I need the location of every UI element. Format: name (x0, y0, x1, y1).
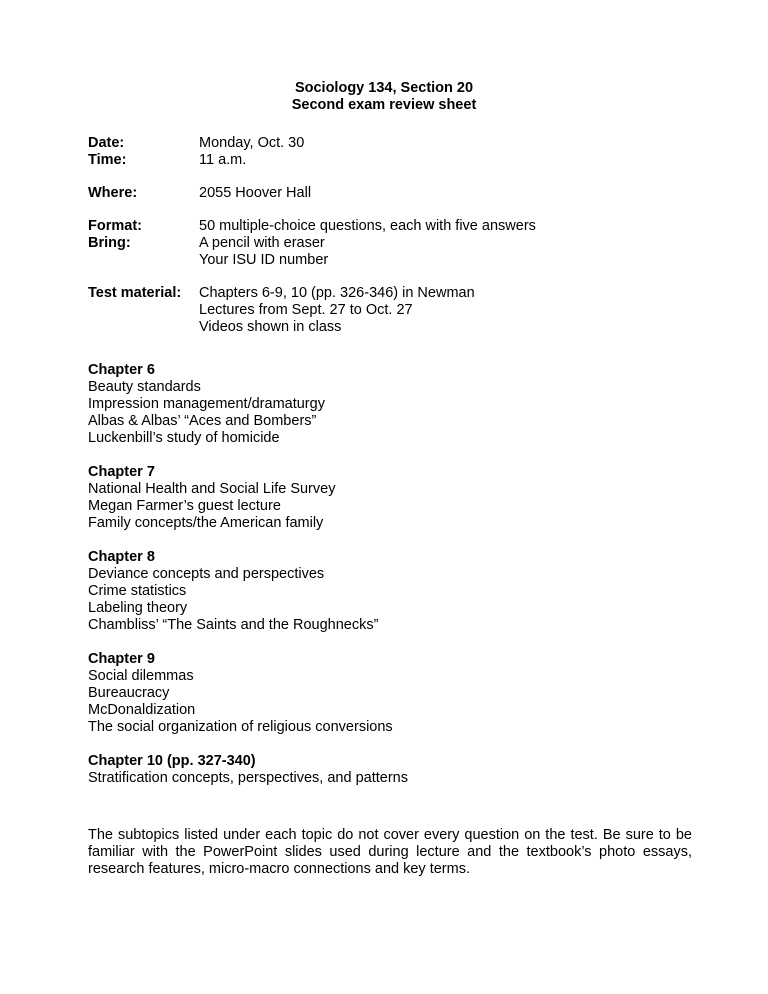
study-note-paragraph: The subtopics listed under each topic do not cover every question on the test. Be sure to be familiar with the PowerPoint slides used during lecture and the textbook’s photo essays, research features, micro-macro connections and key terms. (88, 827, 692, 877)
chapter-title: Chapter 9 (88, 651, 155, 667)
chapter-title: Chapter 7 (88, 464, 155, 480)
where-row (88, 185, 708, 202)
chapter-title: Chapter 6 (88, 362, 155, 378)
chapter-list (88, 362, 708, 804)
format-label: Format: (88, 218, 142, 234)
chapter-topic: The social organization of religious conversions (88, 719, 393, 735)
date-label: Date: (88, 135, 125, 151)
date-value: Monday, Oct. 30 (199, 135, 305, 151)
document-title (0, 80, 768, 114)
chapter-topic: Beauty standards (88, 379, 201, 395)
format-value: 50 multiple-choice questions, each with five answers (199, 218, 536, 234)
test-material-chapters: Chapters 6-9, 10 (pp. 326-346) in Newman (199, 285, 475, 301)
where-label: Where: (88, 185, 138, 201)
test-material-videos: Videos shown in class (199, 319, 342, 335)
chapter-topic: Bureaucracy (88, 685, 170, 701)
chapter-topic: Stratification concepts, perspectives, and patterns (88, 770, 408, 786)
chapter-topic: Albas & Albas’ “Aces and Bombers” (88, 413, 317, 429)
bring-label: Bring: (88, 235, 131, 251)
chapter-section (88, 651, 708, 736)
test-material-row (88, 285, 708, 336)
chapter-topic: Family concepts/the American family (88, 515, 324, 531)
chapter-title: Chapter 8 (88, 549, 155, 565)
chapter-topic: Crime statistics (88, 583, 187, 599)
sheet-title: Second exam review sheet (291, 97, 477, 113)
chapter-section (88, 753, 708, 787)
chapter-section (88, 549, 708, 634)
exam-info (88, 135, 708, 352)
bring-value-id: Your ISU ID number (199, 252, 329, 268)
format-bring-row (88, 218, 708, 269)
chapter-topic: Luckenbill’s study of homicide (88, 430, 280, 446)
bring-value-pencil: A pencil with eraser (199, 235, 325, 251)
date-time-row (88, 135, 708, 169)
chapter-topic: McDonaldization (88, 702, 196, 718)
chapter-topic: Megan Farmer’s guest lecture (88, 498, 281, 514)
chapter-title: Chapter 10 (pp. 327-340) (88, 753, 256, 769)
where-value: 2055 Hoover Hall (199, 185, 312, 201)
chapter-topic: Impression management/dramaturgy (88, 396, 325, 412)
time-value: 11 a.m. (199, 152, 247, 168)
chapter-section (88, 464, 708, 532)
chapter-topic: Deviance concepts and perspectives (88, 566, 325, 582)
chapter-topic: Chambliss’ “The Saints and the Roughnecks” (88, 617, 379, 633)
test-material-label: Test material: (88, 285, 182, 301)
test-material-lectures: Lectures from Sept. 27 to Oct. 27 (199, 302, 413, 318)
course-title: Sociology 134, Section 20 (294, 80, 474, 96)
chapter-topic: Social dilemmas (88, 668, 194, 684)
chapter-topic: National Health and Social Life Survey (88, 481, 336, 497)
time-label: Time: (88, 152, 127, 168)
chapter-section (88, 362, 708, 447)
chapter-topic: Labeling theory (88, 600, 188, 616)
